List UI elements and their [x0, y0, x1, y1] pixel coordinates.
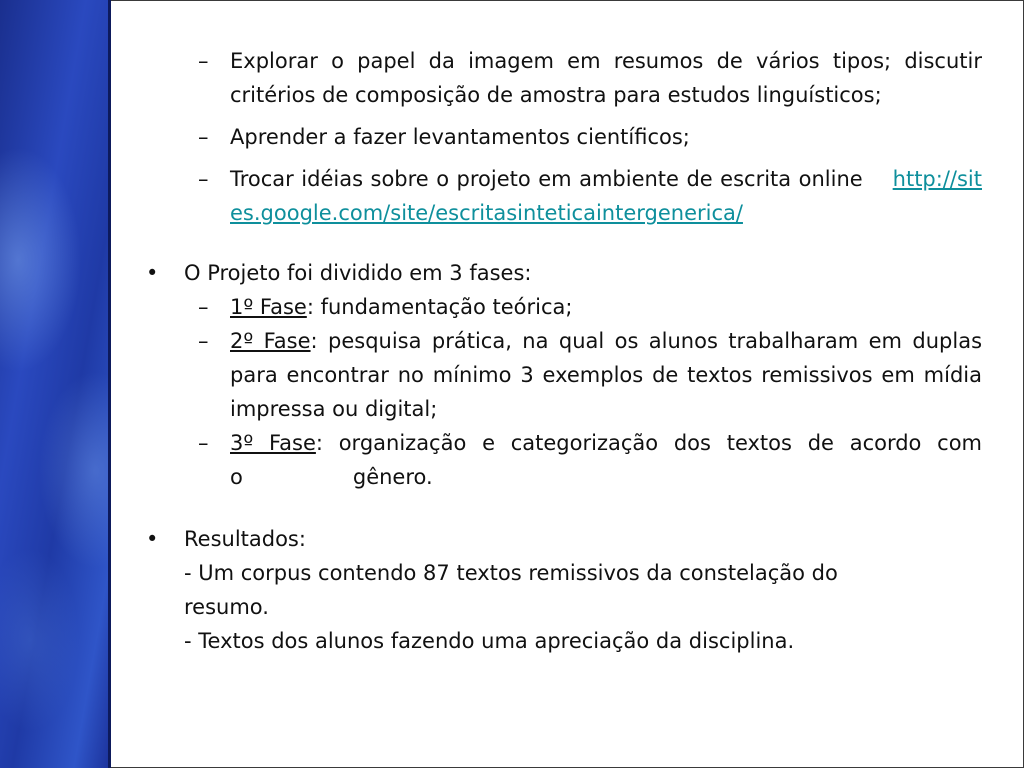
bullet-marker: •	[146, 527, 159, 551]
phase-label: 1º Fase	[230, 295, 307, 319]
dash-marker: –	[198, 329, 209, 353]
phase-text: : fundamentação teórica;	[306, 295, 573, 319]
projeto-bullet	[140, 256, 982, 290]
phase-text: : pesquisa prática, na qual os alunos trabalharam em duplas para encontrar no mínimo 3 exemplos de textos remissivos em mídia impressa ou digital;	[230, 329, 983, 421]
objective-text: Trocar idéias sobre o projeto em ambiente de escrita online	[230, 167, 863, 191]
objective-item-1	[140, 44, 982, 112]
phase-text: : organização e categorização dos textos de acordo com	[315, 431, 982, 455]
objective-text: Aprender a fazer levantamentos científicos;	[230, 125, 690, 149]
site-link[interactable]: http://sites.google.com/site/escritasinteticaintergenerica/	[230, 167, 982, 225]
phase-label: 3º Fase	[230, 431, 316, 455]
bullet-marker: •	[146, 261, 159, 285]
phase-item-1	[140, 290, 982, 324]
frame-border-top	[111, 0, 1024, 1]
resultados-bullet	[140, 522, 982, 556]
slide-body	[140, 44, 982, 658]
resultados-line-2: resumo.	[184, 595, 269, 619]
dash-marker: –	[198, 49, 209, 73]
dash-marker: –	[198, 125, 209, 149]
dash-marker: –	[198, 295, 209, 319]
dash-marker: –	[198, 167, 209, 191]
objective-item-2	[140, 120, 982, 154]
phase-text-o: o	[230, 465, 243, 489]
dash-marker: –	[198, 431, 209, 455]
phase-label: 2º Fase	[230, 329, 311, 353]
projeto-heading: O Projeto foi dividido em 3 fases:	[184, 261, 532, 285]
phase-item-3	[140, 426, 982, 494]
resultados-heading: Resultados:	[184, 527, 306, 551]
phase-item-2	[140, 324, 982, 426]
objective-text: Explorar o papel da imagem em resumos de vários tipos; discutir critérios de composição de amostra para estudos linguísticos;	[230, 49, 982, 107]
objective-item-3	[140, 162, 982, 230]
resultados-line-1: - Um corpus contendo 87 textos remissivos da constelação do	[184, 561, 838, 585]
left-decorative-band	[0, 0, 111, 768]
resultados-line-3: - Textos dos alunos fazendo uma apreciação da disciplina.	[184, 629, 795, 653]
phase-text-end: gênero.	[352, 465, 433, 489]
